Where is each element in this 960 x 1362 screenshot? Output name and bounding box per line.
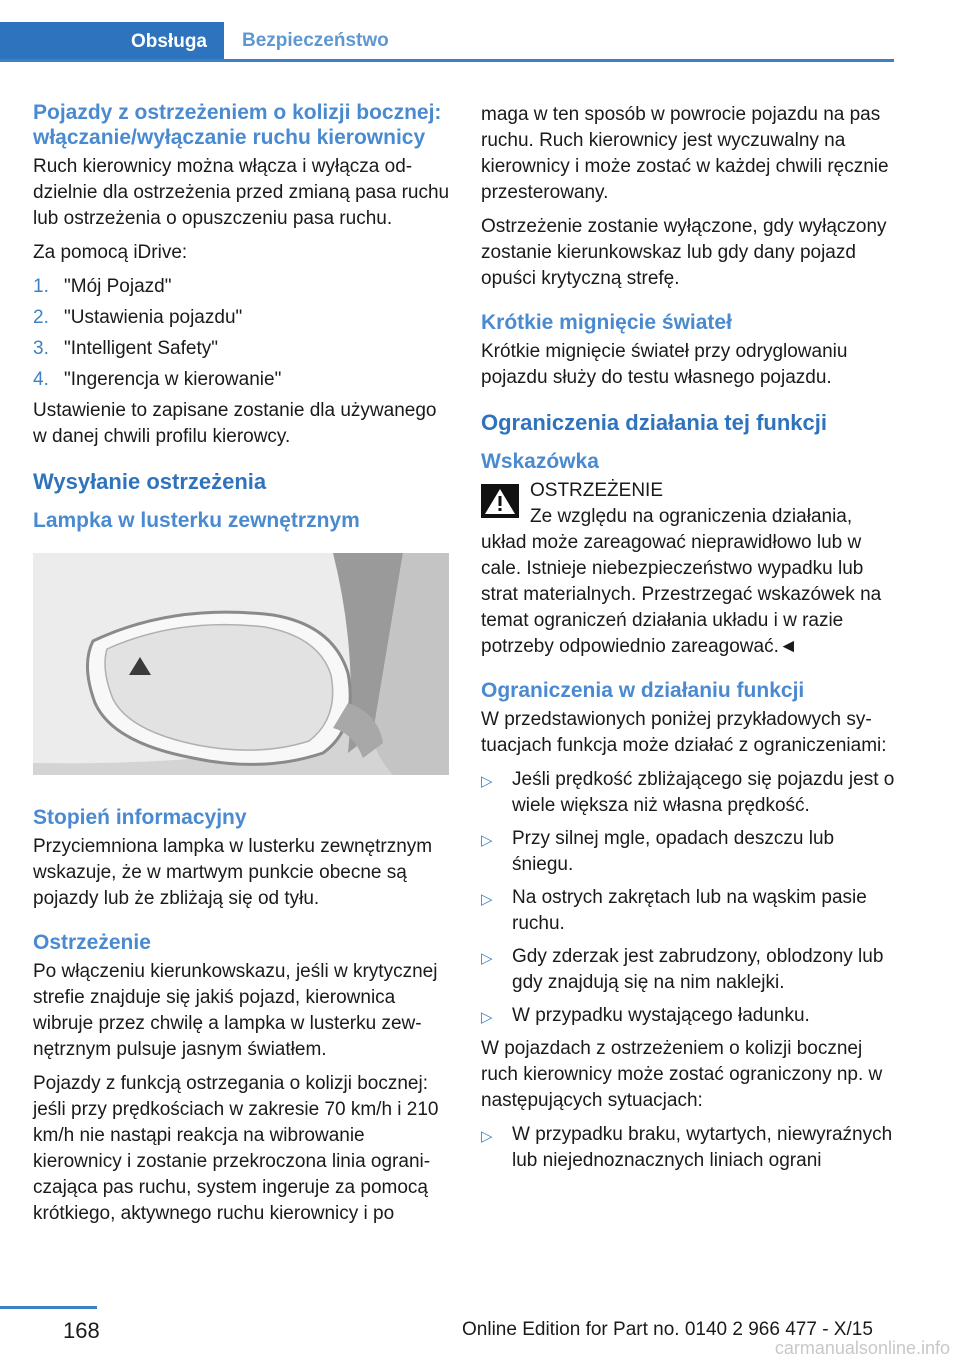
header-divider xyxy=(0,59,894,62)
paragraph-off: Ostrzeżenie zostanie wyłączone, gdy wyłączony zostanie kierunkowskaz lub gdy dany pojazd opuści krytyczną strefę. xyxy=(481,216,887,289)
paragraph-idrive: Za pomocą iDrive: xyxy=(33,242,188,263)
bullet-text: Jeśli prędkość zbliżającego się pojazdu jest o wiele większa niż własna prędkość. xyxy=(512,769,895,816)
warning-triangle-icon xyxy=(481,484,519,518)
warning-title: OSTRZEŻENIE xyxy=(530,480,664,501)
left-column xyxy=(33,100,451,1235)
heading-side-collision: Pojazdy z ostrzeżeniem o kolizji bocznej: włączanie/wyłączanie ruchu kierownicy xyxy=(33,101,442,149)
bullet-triangle-icon: ▷ xyxy=(481,950,493,967)
paragraph-info-level: Przyciemniona lampka w lusterku zewnętrznym wskazuje, że w martwym punkcie obecne są pojazdy lub że zbliżają się od tyłu. xyxy=(33,836,433,909)
paragraph-continue: maga w ten sposób w powrocie pojazdu na pas ruchu. Ruch kierownicy jest wyczuwalny na kierownicy i może zostać w każdej chwili ręcznie przesterowany. xyxy=(481,104,889,203)
list-item xyxy=(481,944,899,996)
idrive-steps xyxy=(33,274,451,393)
list-item xyxy=(481,885,899,937)
bullet-text: W przypadku braku, wytartych, niewyraźnych lub niejednoznacznych liniach ograni xyxy=(512,1124,893,1171)
heading-func-limits: Ograniczenia w działaniu funkcji xyxy=(481,679,805,702)
paragraph-warning-1: Po włączeniu kierunkowskazu, jeśli w krytycznej strefie znajduje się jakiś pojazd, kierownica wibruje przez chwilę a lampka w lusterku zewnętrznym pulsuje jasnym światłem. xyxy=(33,961,438,1060)
page-number: 168 xyxy=(63,1318,100,1343)
footer-divider xyxy=(0,1306,97,1309)
bullet-triangle-icon: ▷ xyxy=(481,773,493,790)
step-number: 2. xyxy=(33,307,49,328)
step-number: 1. xyxy=(33,276,49,297)
paragraph-steering: W pojazdach z ostrzeżeniem o kolizji bocznej ruch kierownicy może zostać ograniczony np. w następujących sytuacjach: xyxy=(481,1038,883,1111)
heading-warning: Ostrzeżenie xyxy=(33,931,151,954)
step-text: "Ustawienia pojazdu" xyxy=(64,307,243,328)
list-item xyxy=(33,274,451,300)
watermark: carmanualsonline.info xyxy=(774,1338,950,1358)
heading-note: Wskazówka xyxy=(481,450,599,473)
bullet-text: Gdy zderzak jest zabrudzony, oblodzony lub gdy znajdują się na nim naklejki. xyxy=(512,946,884,993)
bullet-triangle-icon: ▷ xyxy=(481,1009,493,1026)
list-item xyxy=(33,367,451,393)
paragraph-flash: Krótkie mignięcie świateł przy odryglowaniu pojazdu służy do testu własnego pojazdu. xyxy=(481,341,848,388)
bullet-text: W przypadku wystającego ładunku. xyxy=(512,1005,810,1026)
bullet-text: Przy silnej mgle, opadach deszczu lub śniegu. xyxy=(512,828,835,875)
step-number: 4. xyxy=(33,369,49,390)
step-number: 3. xyxy=(33,338,49,359)
paragraph-setting: Ustawienie to zapisane zostanie dla używanego w danej chwili profilu kierowcy. xyxy=(33,400,437,447)
heading-limits: Ograniczenia działania tej funkcji xyxy=(481,410,827,435)
bullet-text: Na ostrych zakrętach lub na wąskim pasie ruchu. xyxy=(512,887,867,934)
step-text: "Intelligent Safety" xyxy=(64,338,218,359)
list-item xyxy=(481,1122,899,1174)
list-item xyxy=(481,1003,899,1029)
step-text: "Mój Pojazd" xyxy=(64,276,172,297)
heading-flash: Krótkie mignięcie świateł xyxy=(481,311,732,334)
list-item xyxy=(33,305,451,331)
heading-mirror-lamp: Lampka w lusterku zewnętrznym xyxy=(33,509,360,532)
list-item xyxy=(33,336,451,362)
limitations-list xyxy=(481,767,899,1029)
bullet-triangle-icon: ▷ xyxy=(481,1128,493,1145)
paragraph-examples: W przedstawionych poniżej przykładowych sytuacjach funkcja może działać z ograniczeniami: xyxy=(481,709,887,756)
tab-bezpieczenstwo[interactable]: Bezpieczeństwo xyxy=(242,29,389,51)
step-text: "Ingerencja w kierowanie" xyxy=(64,369,282,390)
heading-warning-send: Wysyłanie ostrzeżenia xyxy=(33,469,267,494)
list-item xyxy=(481,826,899,878)
header-tabbar xyxy=(0,22,894,62)
warning-text: układ może zareagować nieprawidłowo lub w cale. Istnieje niebezpieczeństwo wypadku lub strat materialnych. Przestrzegać wskazówek na temat ograniczeń działania układu i w razie potrzeby odpowiednio zareagować.◄ xyxy=(481,532,882,657)
steering-limits-list xyxy=(481,1122,899,1174)
paragraph-warning-2: Pojazdy z funkcją ostrzegania o kolizji bocznej: jeśli przy prędkościach w zakresie 70 km/h i 210 km/h nie nastąpi reakcja na wibrowanie kierownicy i zostanie przekroczona linia ograniczająca pas ruchu, system ingeruje za pomocą krótkiego, aktywnego ruchu kierownicy i po xyxy=(33,1073,439,1224)
bullet-triangle-icon: ▷ xyxy=(481,832,493,849)
list-item xyxy=(481,767,899,819)
heading-info-level: Stopień informacyjny xyxy=(33,806,247,829)
warning-box xyxy=(481,478,899,660)
mirror-lamp-illustration xyxy=(33,553,449,775)
edition-info: Online Edition for Part no. 0140 2 966 477 - X/15 xyxy=(462,1319,873,1340)
paragraph-intro: Ruch kierownicy można włącza i wyłącza oddzielnie dla ostrzeżenia przed zmianą pasa ruchu lub ostrzeżenia o opuszczeniu pasa ruchu. xyxy=(33,156,450,229)
tab-obsluga[interactable]: Obsługa xyxy=(0,22,224,62)
right-column xyxy=(481,102,899,1181)
warning-first-line: Ze względu na ograniczenia działania, xyxy=(530,506,853,527)
bullet-triangle-icon: ▷ xyxy=(481,891,493,908)
